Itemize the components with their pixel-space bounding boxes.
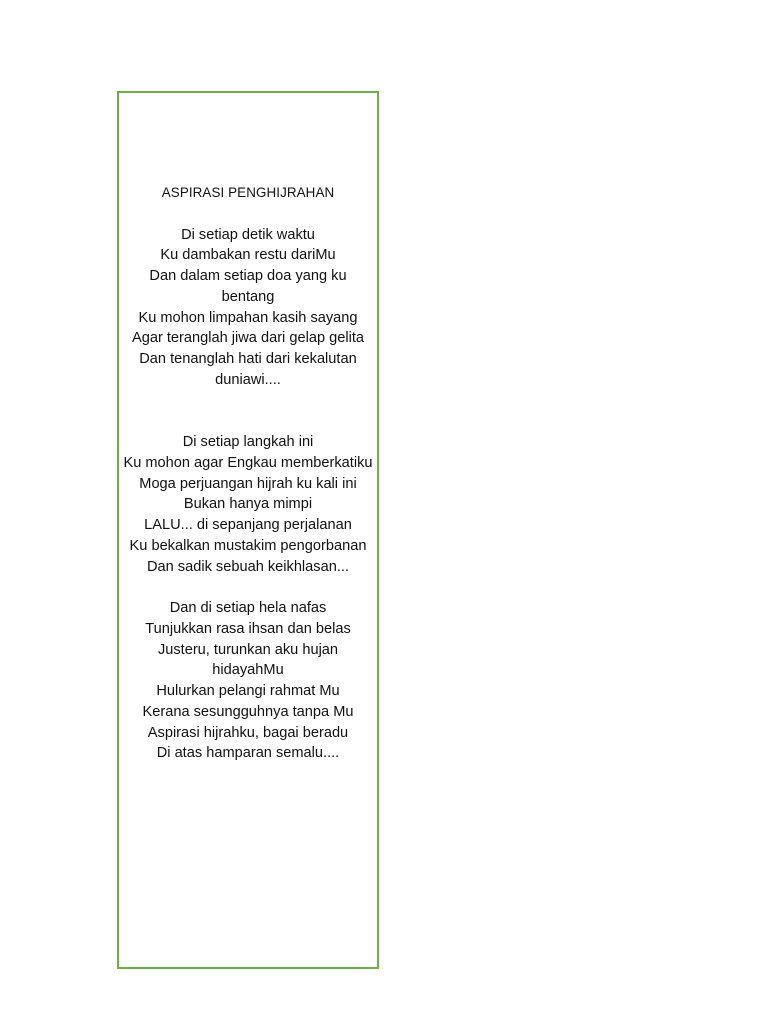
- poem-text-box: [117, 91, 379, 969]
- stanza-spacer: [119, 577, 377, 598]
- poem-stanza-3: [119, 598, 377, 764]
- poem-line: Agar teranglah jiwa dari gelap gelita: [131, 330, 365, 347]
- poem-line: Bukan hanya mimpi: [183, 496, 313, 513]
- poem-line: Dan di setiap hela nafas: [169, 600, 327, 616]
- poem-line: Di atas hamparan semalu....: [156, 745, 340, 762]
- stanza-spacer: [119, 391, 377, 433]
- poem-line: Dan tenanglah hati dari kekalutan duniawi....: [139, 351, 357, 388]
- poem-line: Aspirasi hijrahku, bagai beradu: [147, 724, 349, 741]
- poem-line: Kerana sesungguhnya tanpa Mu: [142, 703, 354, 720]
- poem-line: Moga perjuangan hijrah ku kali ini: [139, 475, 357, 492]
- poem-line: Di setiap detik waktu: [181, 226, 315, 243]
- poem-line: Hulurkan pelangi rahmat Mu: [156, 683, 340, 699]
- poem-line: Justeru, turunkan aku hujan hidayahMu: [157, 641, 339, 679]
- poem-stanza-1: [119, 225, 377, 391]
- poem-stanza-2: [119, 432, 377, 577]
- poem-line: Dan dalam setiap doa yang ku bentang: [149, 268, 347, 305]
- poem-line: Dan sadik sebuah keikhlasan...: [146, 558, 349, 575]
- poem-line: Tunjukkan rasa ihsan dan belas: [145, 620, 351, 637]
- poem-title: ASPIRASI PENGHIJRAHAN: [161, 185, 335, 200]
- poem-line: Ku dambakan restu dariMu: [160, 247, 336, 264]
- poem-line: LALU... di sepanjang perjalanan: [144, 517, 352, 533]
- poem-line: Ku mohon agar Engkau memberkatiku: [123, 454, 373, 471]
- poem-line: Ku bekalkan mustakim pengorbanan: [129, 537, 367, 554]
- poem-content: [119, 183, 377, 764]
- poem-line: Ku mohon limpahan kasih sayang: [138, 309, 358, 326]
- poem-line: Di setiap langkah ini: [182, 434, 314, 450]
